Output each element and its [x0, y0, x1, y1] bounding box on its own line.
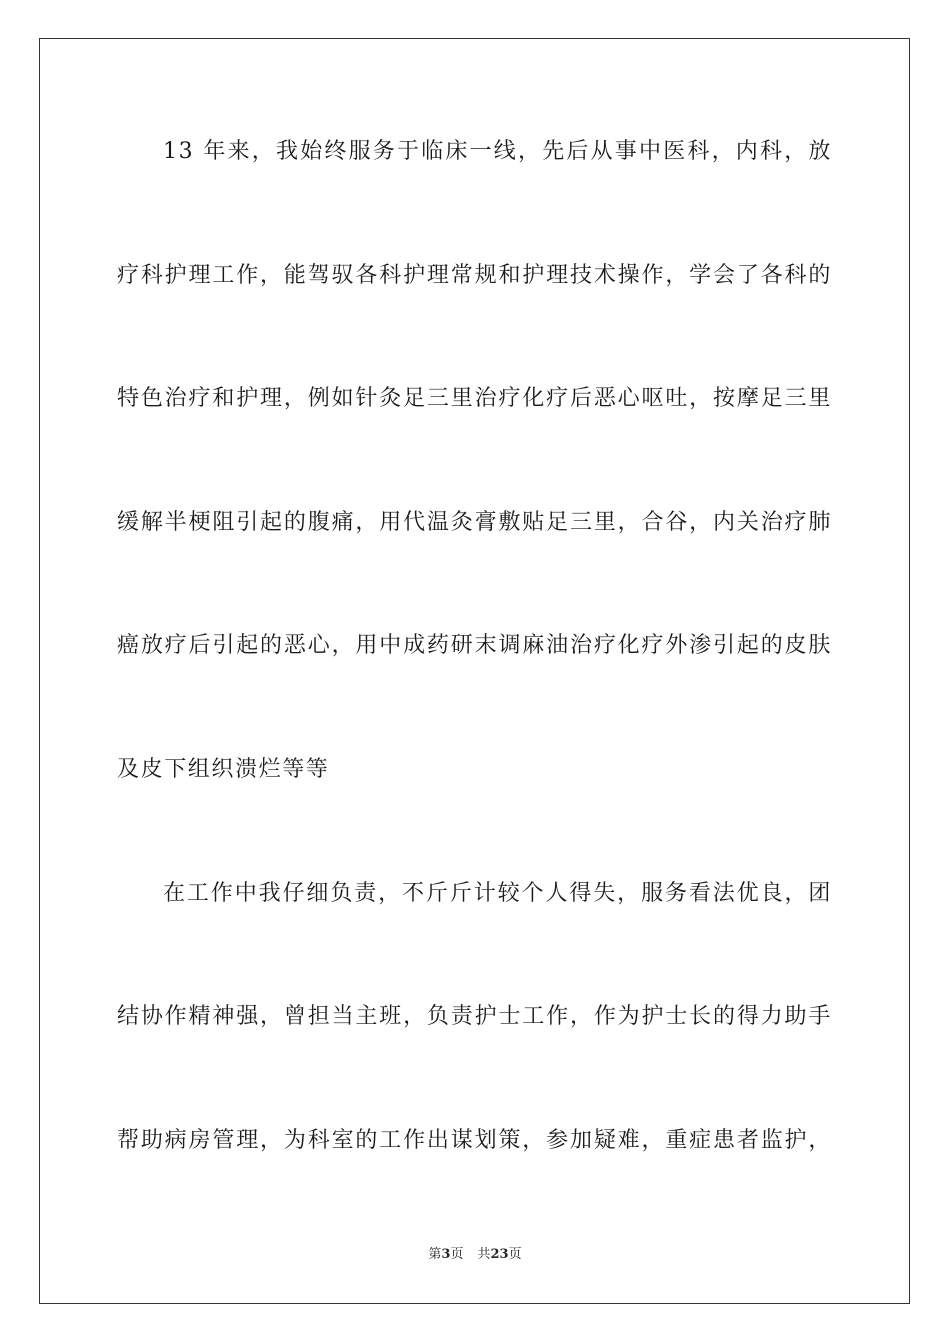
paragraph-1-line-6: 及皮下组织溃烂等等 [117, 757, 330, 782]
footer-page-prefix: 第 [428, 1247, 442, 1262]
paragraph-2-line-1: 在工作中我仔细负责，不斤斤计较个人得失，服务看法优良，团 [163, 881, 832, 906]
page-border [39, 38, 910, 1304]
footer-total-suffix: 页 [508, 1247, 522, 1262]
footer-total-prefix: 共 [477, 1247, 491, 1262]
paragraph-1-line-2: 疗科护理工作，能驾驭各科护理常规和护理技术操作，学会了各科的 [117, 263, 832, 288]
paragraph-1-line-1: 13 年来，我始终服务于临床一线，先后从事中医科，内科，放 [163, 139, 832, 164]
paragraph-1-line-4: 缓解半梗阻引起的腹痛，用代温灸膏敷贴足三里，合谷，内关治疗肺 [117, 510, 832, 535]
paragraph-1-line-5: 癌放疗后引起的恶心，用中成药研末调麻油治疗化疗外渗引起的皮肤 [117, 633, 832, 658]
footer-page-suffix: 页 [450, 1247, 464, 1262]
paragraph-1-line-3: 特色治疗和护理，例如针灸足三里治疗化疗后恶心呕吐，按摩足三里 [117, 386, 832, 411]
paragraph-2-line-3: 帮助病房管理，为科室的工作出谋划策，参加疑难，重症患者监护， [117, 1128, 832, 1153]
page-footer [0, 1246, 950, 1264]
footer-total-pages: 23 [490, 1247, 509, 1262]
footer-page-number: 3 [441, 1247, 451, 1262]
paragraph-2-line-2: 结协作精神强，曾担当主班，负责护士工作，作为护士长的得力助手 [117, 1004, 832, 1029]
